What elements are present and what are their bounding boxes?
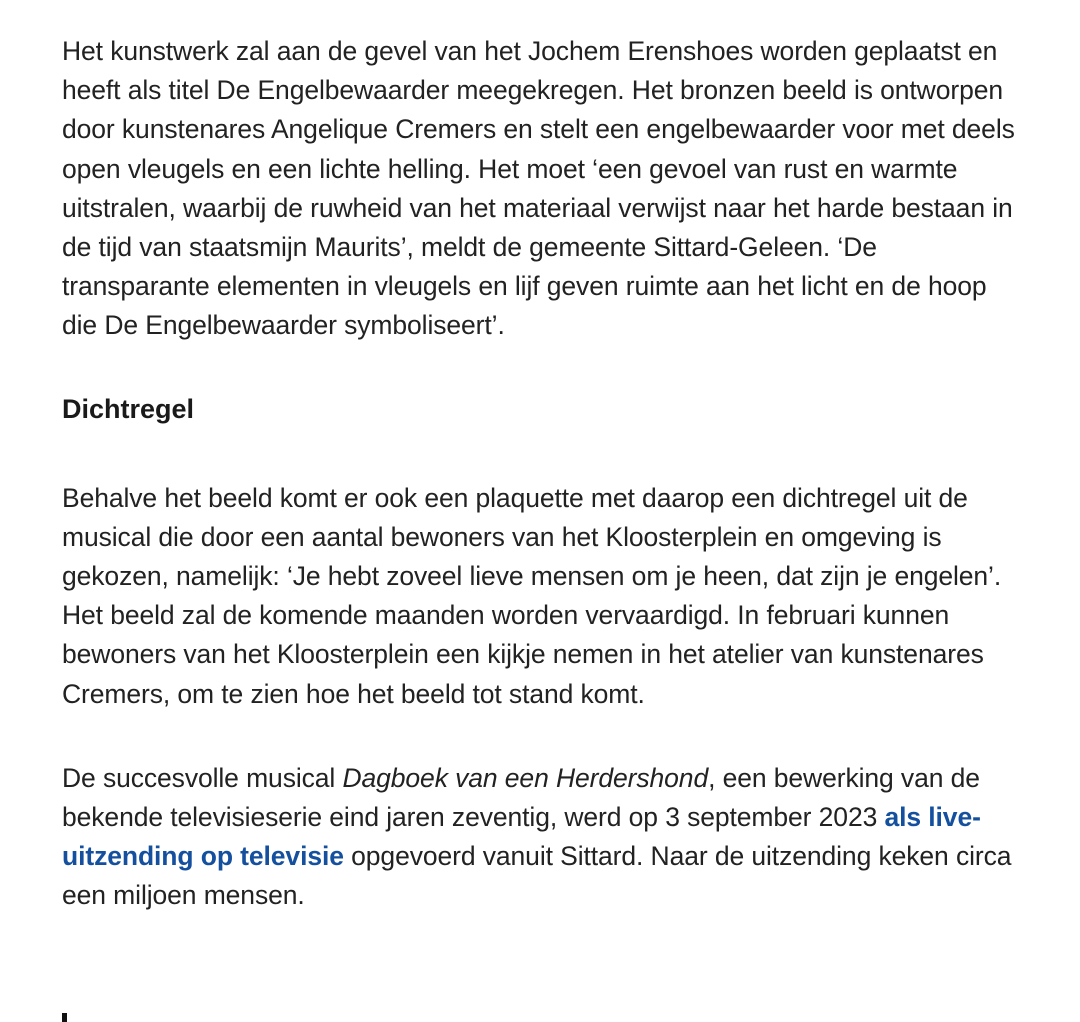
next-section-marker	[62, 1013, 67, 1022]
musical-title: Dagboek van een Herdershond	[342, 762, 709, 793]
paragraph-musical-text-3: opgevoerd vanuit Sittard. Naar de uitzending keken circa een miljoen mensen.	[62, 841, 1012, 911]
paragraph-plaquette: Behalve het beeld komt er ook een plaquette met daarop een dichtregel uit de musical die door een aantal bewoners van het Kloosterplein en omgeving is gekozen, namelijk: ‘Je hebt zoveel lieve mensen om je heen, dat zijn je engelen’. Het beeld zal de komende maanden worden vervaardigd. In februari kunnen bewoners van het Kloosterplein een kijkje nemen in het atelier van kunstenares Cremers, om te zien hoe het beeld tot stand komt.	[62, 482, 1002, 709]
section-heading-dichtregel: Dichtregel	[62, 393, 195, 424]
live-broadcast-link[interactable]: als live-uitzending op televisie	[62, 802, 981, 872]
paragraph-musical	[62, 759, 1022, 916]
paragraph-artwork: Het kunstwerk zal aan de gevel van het Jochem Erenshoes worden geplaatst en heeft als titel De Engelbewaarder meegekregen. Het bronzen beeld is ontworpen door kunstenares Angelique Cremers en stelt een engelbewaarder voor met deels open vleugels en een lichte helling. Het moet ‘een gevoel van rust en warmte uitstralen, waarbij de ruwheid van het materiaal verwijst naar het harde bestaan in de tijd van staatsmijn Maurits’, meldt de gemeente Sittard-Geleen. ‘De transparante elementen in vleugels en lijf geven ruimte aan het licht en de hoop die De Engelbewaarder symboliseert’.	[62, 36, 1015, 341]
paragraph-musical-text-1: De succesvolle musical	[62, 762, 343, 793]
paragraph-musical-text-2: , een bewerking van de bekende televisieserie eind jaren zeventig, werd op 3 september 2023	[62, 762, 980, 833]
article-body	[62, 32, 1022, 916]
